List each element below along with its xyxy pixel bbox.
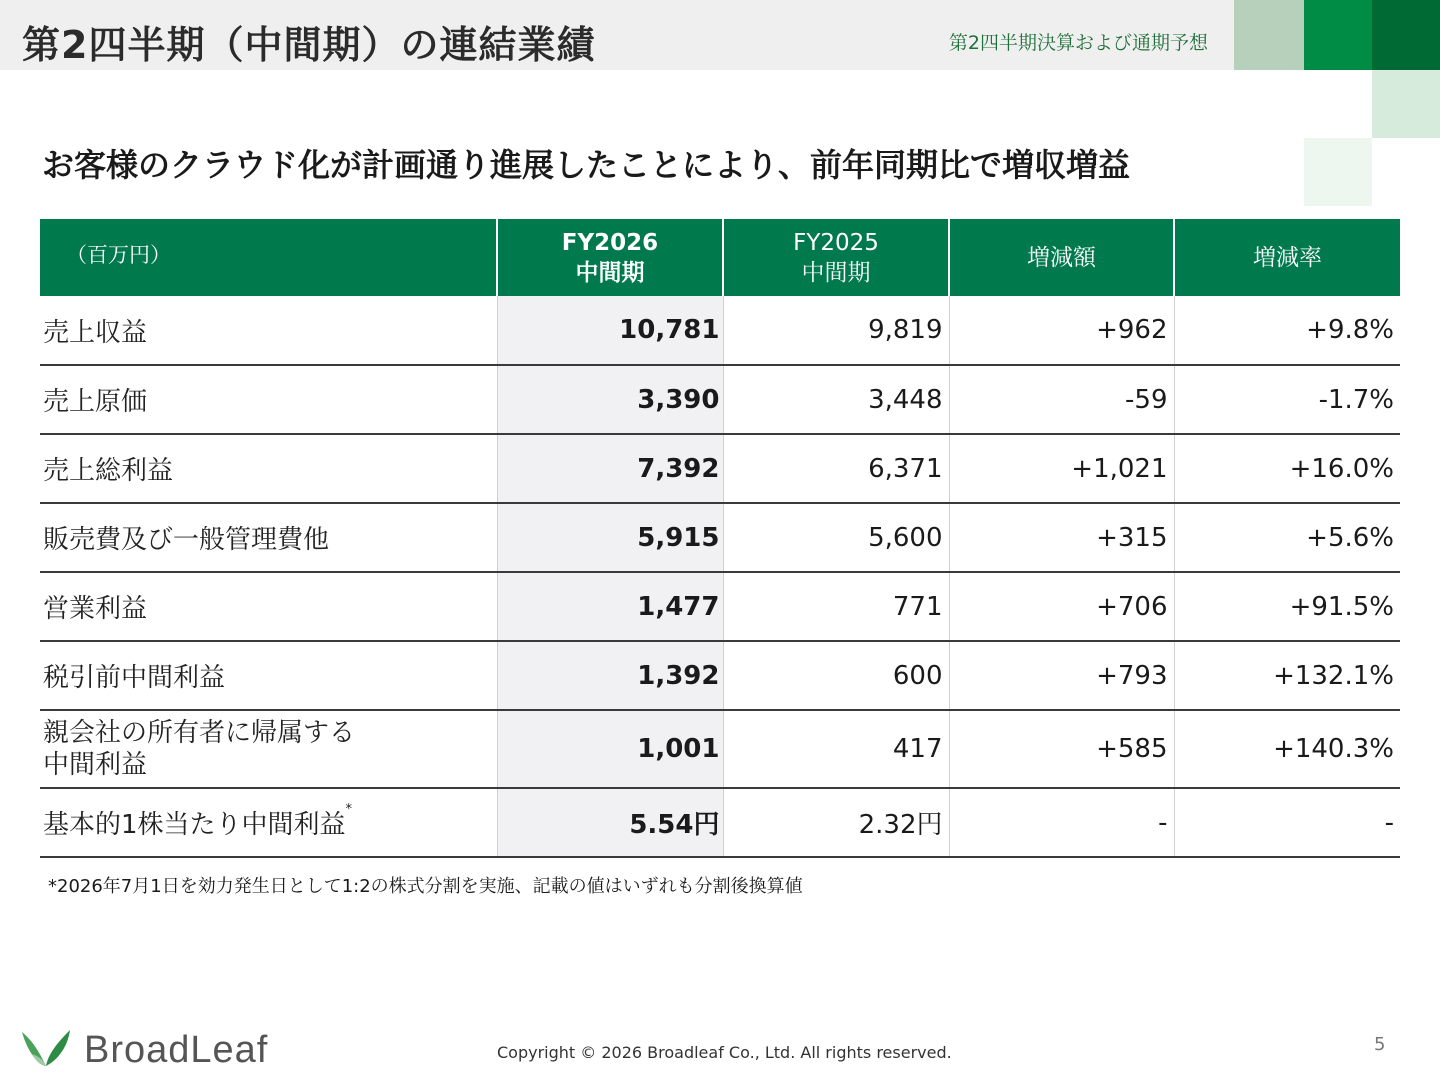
row-label: 基本的1株当たり中間利益* (40, 788, 497, 857)
row-label: 売上収益 (40, 296, 497, 365)
row-label: 販売費及び一般管理費他 (40, 503, 497, 572)
footnote: *2026年7月1日を効力発生日として1:2の株式分割を実施、記載の値はいずれも分割後換算値 (48, 876, 803, 897)
fy2025-value: 6,371 (723, 434, 949, 503)
diff-value: +793 (949, 641, 1174, 710)
table-row (40, 710, 1400, 788)
corner-square-decoration (1234, 0, 1304, 70)
footnote-mark: * (345, 802, 353, 817)
diff-value: - (949, 788, 1174, 857)
row-label: 親会社の所有者に帰属する 中間利益 (40, 710, 497, 788)
fy2026-value: 3,390 (497, 365, 723, 434)
column-header-diff: 増減額 (949, 219, 1174, 296)
column-header-fy2026: FY2026 中間期 (497, 219, 723, 296)
table-header-row (40, 219, 1400, 296)
table-row (40, 788, 1400, 857)
fy2026-value: 1,477 (497, 572, 723, 641)
fy2025-value: 5,600 (723, 503, 949, 572)
fy2025-value: 9,819 (723, 296, 949, 365)
logo-text: BroadLeaf (84, 1029, 269, 1070)
diff-value: +585 (949, 710, 1174, 788)
diff-value: +1,021 (949, 434, 1174, 503)
table-row (40, 434, 1400, 503)
diff-value: -59 (949, 365, 1174, 434)
header-band (0, 0, 1234, 70)
row-label: 売上原価 (40, 365, 497, 434)
rate-value: +91.5% (1174, 572, 1400, 641)
rate-value: +9.8% (1174, 296, 1400, 365)
rate-value: -1.7% (1174, 365, 1400, 434)
diff-value: +706 (949, 572, 1174, 641)
table-row (40, 296, 1400, 365)
row-label: 売上総利益 (40, 434, 497, 503)
fy2026-value: 5,915 (497, 503, 723, 572)
table-row (40, 503, 1400, 572)
rate-value: +132.1% (1174, 641, 1400, 710)
page-number: 5 (1374, 1034, 1386, 1055)
fy2026-value: 5.54円 (497, 788, 723, 857)
headline: お客様のクラウド化が計画通り進展したことにより、前年同期比で増収増益 (42, 146, 1131, 184)
rate-value: +140.3% (1174, 710, 1400, 788)
corner-square-decoration (1372, 70, 1440, 138)
section-label: 第2四半期決算および通期予想 (948, 32, 1208, 54)
column-header-fy2025: FY2025 中間期 (723, 219, 949, 296)
diff-value: +962 (949, 296, 1174, 365)
row-label: 営業利益 (40, 572, 497, 641)
fy2026-value: 1,001 (497, 710, 723, 788)
fy2025-value: 600 (723, 641, 949, 710)
fy2025-value: 417 (723, 710, 949, 788)
fy2025-value: 2.32円 (723, 788, 949, 857)
diff-value: +315 (949, 503, 1174, 572)
financial-results-table (40, 219, 1400, 858)
unit-header: （百万円） (40, 219, 497, 296)
fy2025-value: 3,448 (723, 365, 949, 434)
page-title: 第2四半期（中間期）の連結業績 (22, 23, 596, 67)
column-header-rate: 増減率 (1174, 219, 1400, 296)
row-label: 税引前中間利益 (40, 641, 497, 710)
fy2026-value: 7,392 (497, 434, 723, 503)
table-row (40, 572, 1400, 641)
corner-square-decoration (1372, 0, 1440, 70)
fy2025-value: 771 (723, 572, 949, 641)
rate-value: - (1174, 788, 1400, 857)
fy2026-value: 1,392 (497, 641, 723, 710)
rate-value: +5.6% (1174, 503, 1400, 572)
broadleaf-logo (18, 1024, 318, 1070)
table-row (40, 365, 1400, 434)
copyright: Copyright © 2026 Broadleaf Co., Ltd. All rights reserved. (497, 1043, 952, 1062)
corner-square-decoration (1304, 0, 1372, 70)
table-row (40, 641, 1400, 710)
corner-square-decoration (1304, 138, 1372, 206)
rate-value: +16.0% (1174, 434, 1400, 503)
fy2026-value: 10,781 (497, 296, 723, 365)
